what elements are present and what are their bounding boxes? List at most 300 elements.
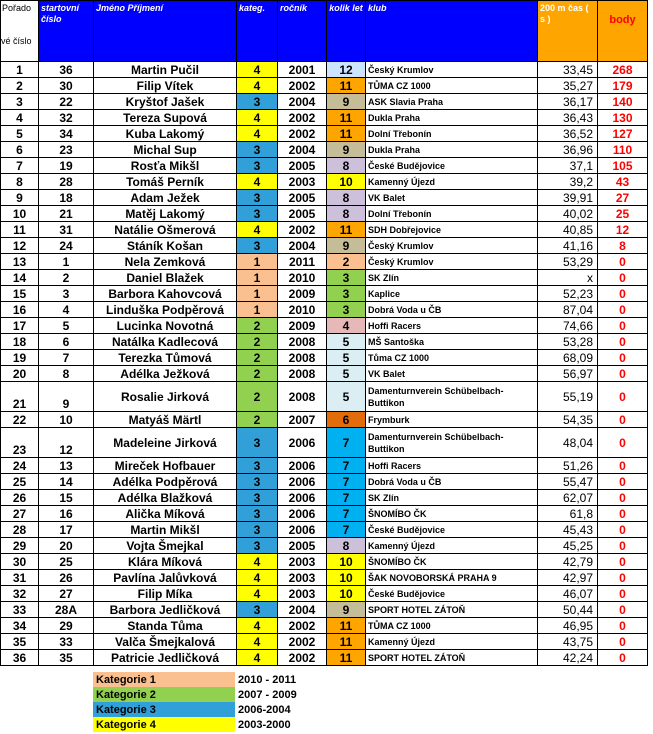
year-cell: 2002 [278,650,327,666]
category-cell: 1 [237,254,278,270]
points-cell: 0 [598,522,648,538]
club-cell: Dolní Třebonín [366,206,538,222]
category-cell: 4 [237,618,278,634]
age-cell: 11 [327,78,366,94]
category-cell: 4 [237,650,278,666]
name-cell: Adélka Podpěrová [94,474,237,490]
year-cell: 2008 [278,334,327,350]
rank-cell: 36 [1,650,39,666]
rank-cell: 3 [1,94,39,110]
points-cell: 105 [598,158,648,174]
rank-cell: 24 [1,458,39,474]
year-cell: 2006 [278,522,327,538]
year-cell: 2008 [278,350,327,366]
name-cell: Rosalie Jirková [94,382,237,412]
rank-cell: 27 [1,506,39,522]
club-cell: TŮMA CZ 1000 [366,618,538,634]
year-cell: 2002 [278,618,327,634]
name-cell: Adam Ježek [94,190,237,206]
rank-cell: 35 [1,634,39,650]
start-number-cell: 6 [39,334,94,350]
rank-cell: 16 [1,302,39,318]
time-cell: 35,27 [538,78,598,94]
table-row [1,366,648,382]
start-number-cell: 19 [39,158,94,174]
table-row [1,286,648,302]
start-number-cell: 30 [39,78,94,94]
rank-cell: 13 [1,254,39,270]
year-cell: 2002 [278,222,327,238]
rank-cell: 8 [1,174,39,190]
age-cell: 3 [327,302,366,318]
start-number-cell: 7 [39,350,94,366]
start-number-cell: 1 [39,254,94,270]
category-cell: 2 [237,412,278,428]
table-row [1,554,648,570]
table-row [1,222,648,238]
age-cell: 2 [327,254,366,270]
category-cell: 2 [237,350,278,366]
club-cell: ASK Slavia Praha [366,94,538,110]
start-number-cell: 13 [39,458,94,474]
time-cell: 68,09 [538,350,598,366]
club-cell: Kamenný Újezd [366,538,538,554]
rank-cell: 10 [1,206,39,222]
legend-row [93,687,321,702]
start-number-cell: 20 [39,538,94,554]
start-number-cell: 28A [39,602,94,618]
points-cell: 0 [598,538,648,554]
club-cell: Dolní Třebonín [366,126,538,142]
table-row [1,334,648,350]
name-cell: Adélka Ježková [94,366,237,382]
start-number-cell: 10 [39,412,94,428]
year-cell: 2003 [278,174,327,190]
year-cell: 2005 [278,538,327,554]
table-row [1,634,648,650]
category-cell: 4 [237,222,278,238]
time-cell: 39,2 [538,174,598,190]
time-cell: 46,95 [538,618,598,634]
results-body [1,62,648,666]
table-row [1,270,648,286]
year-cell: 2008 [278,366,327,382]
start-number-cell: 8 [39,366,94,382]
year-cell: 2009 [278,318,327,334]
start-number-cell: 14 [39,474,94,490]
points-cell: 268 [598,62,648,78]
legend-row [93,717,321,732]
time-cell: 52,23 [538,286,598,302]
name-cell: Kryštof Jašek [94,94,237,110]
category-cell: 3 [237,238,278,254]
club-cell: České Budějovice [366,586,538,602]
start-number-cell: 35 [39,650,94,666]
year-cell: 2005 [278,206,327,222]
start-number-cell: 3 [39,286,94,302]
year-cell: 2010 [278,302,327,318]
category-cell: 2 [237,382,278,412]
category-cell: 4 [237,126,278,142]
year-cell: 2004 [278,142,327,158]
legend-row [93,672,321,687]
table-row [1,110,648,126]
category-cell: 3 [237,428,278,458]
age-cell: 10 [327,570,366,586]
rank-cell: 21 [1,382,39,412]
time-cell: 51,26 [538,458,598,474]
table-row [1,254,648,270]
points-cell: 0 [598,318,648,334]
points-cell: 43 [598,174,648,190]
age-cell: 7 [327,490,366,506]
table-row [1,586,648,602]
category-legend [93,672,321,732]
points-cell: 130 [598,110,648,126]
club-cell: SDH Dobřejovice [366,222,538,238]
table-row [1,78,648,94]
time-cell: 36,43 [538,110,598,126]
legend-range: 2010 - 2011 [238,673,297,686]
category-cell: 3 [237,458,278,474]
age-cell: 7 [327,474,366,490]
points-cell: 0 [598,490,648,506]
table-row [1,350,648,366]
start-number-cell: 32 [39,110,94,126]
club-cell: Dukla Praha [366,142,538,158]
name-cell: Valča Šmejkalová [94,634,237,650]
time-cell: 36,17 [538,94,598,110]
points-cell: 0 [598,412,648,428]
club-cell: Kamenný Újezd [366,174,538,190]
year-cell: 2002 [278,110,327,126]
time-cell: 42,24 [538,650,598,666]
age-cell: 5 [327,350,366,366]
time-cell: 43,75 [538,634,598,650]
club-cell: Dobrá Voda u ČB [366,474,538,490]
table-row [1,206,648,222]
name-cell: Matěj Lakomý [94,206,237,222]
header-poradi-line2: vé číslo [1,36,32,46]
time-cell: 56,97 [538,366,598,382]
table-row [1,142,648,158]
start-number-cell: 24 [39,238,94,254]
rank-cell: 32 [1,586,39,602]
time-cell: x [538,270,598,286]
rank-cell: 5 [1,126,39,142]
name-cell: Kuba Lakomý [94,126,237,142]
name-cell: Tereza Supová [94,110,237,126]
category-cell: 1 [237,302,278,318]
points-cell: 0 [598,650,648,666]
category-cell: 1 [237,270,278,286]
age-cell: 8 [327,158,366,174]
start-number-cell: 26 [39,570,94,586]
time-cell: 55,47 [538,474,598,490]
start-number-cell: 28 [39,174,94,190]
age-cell: 11 [327,634,366,650]
club-cell: České Budějovice [366,522,538,538]
table-row [1,506,648,522]
age-cell: 3 [327,286,366,302]
time-cell: 33,45 [538,62,598,78]
legend-label: Kategorie 3 [93,702,235,717]
table-row [1,412,648,428]
table-row [1,126,648,142]
age-cell: 10 [327,174,366,190]
start-number-cell: 29 [39,618,94,634]
age-cell: 4 [327,318,366,334]
club-cell: SK Zlín [366,490,538,506]
year-cell: 2004 [278,238,327,254]
year-cell: 2009 [278,286,327,302]
category-cell: 2 [237,334,278,350]
age-cell: 6 [327,412,366,428]
age-cell: 5 [327,334,366,350]
year-cell: 2005 [278,158,327,174]
year-cell: 2010 [278,270,327,286]
table-row [1,522,648,538]
category-cell: 3 [237,190,278,206]
legend-range: 2006-2004 [238,703,291,716]
age-cell: 9 [327,238,366,254]
points-cell: 179 [598,78,648,94]
start-number-cell: 2 [39,270,94,286]
year-cell: 2003 [278,570,327,586]
club-cell: Frymburk [366,412,538,428]
time-cell: 53,28 [538,334,598,350]
year-cell: 2002 [278,126,327,142]
name-cell: Vojta Šmejkal [94,538,237,554]
table-row [1,62,648,78]
table-row [1,490,648,506]
rank-cell: 6 [1,142,39,158]
start-number-cell: 22 [39,94,94,110]
year-cell: 2006 [278,458,327,474]
club-cell: Kamenný Újezd [366,634,538,650]
age-cell: 9 [327,94,366,110]
name-cell: Natálie Ošmerová [94,222,237,238]
points-cell: 27 [598,190,648,206]
time-cell: 53,29 [538,254,598,270]
time-cell: 46,07 [538,586,598,602]
time-cell: 55,19 [538,382,598,412]
name-cell: Mireček Hofbauer [94,458,237,474]
start-number-cell: 17 [39,522,94,538]
name-cell: Natálka Kadlecová [94,334,237,350]
points-cell: 0 [598,570,648,586]
points-cell: 0 [598,618,648,634]
start-number-cell: 33 [39,634,94,650]
table-row [1,474,648,490]
club-cell: Hoffi Racers [366,318,538,334]
club-cell: VK Balet [366,190,538,206]
start-number-cell: 25 [39,554,94,570]
year-cell: 2008 [278,382,327,412]
time-cell: 61,8 [538,506,598,522]
rank-cell: 25 [1,474,39,490]
table-row [1,238,648,254]
header-poradi [1,1,39,62]
legend-range: 2007 - 2009 [238,688,297,701]
time-cell: 74,66 [538,318,598,334]
rank-cell: 18 [1,334,39,350]
table-row [1,318,648,334]
start-number-cell: 16 [39,506,94,522]
time-cell: 36,52 [538,126,598,142]
age-cell: 3 [327,270,366,286]
name-cell: Michal Sup [94,142,237,158]
year-cell: 2004 [278,602,327,618]
name-cell: Filip Vítek [94,78,237,94]
points-cell: 12 [598,222,648,238]
header-body: body [598,1,648,62]
category-cell: 4 [237,570,278,586]
year-cell: 2006 [278,428,327,458]
time-cell: 50,44 [538,602,598,618]
category-cell: 4 [237,586,278,602]
age-cell: 11 [327,126,366,142]
legend-row [93,702,321,717]
club-cell: ŠNOMÍBO ČK [366,554,538,570]
time-cell: 36,96 [538,142,598,158]
age-cell: 8 [327,206,366,222]
points-cell: 127 [598,126,648,142]
time-cell: 87,04 [538,302,598,318]
start-number-cell: 18 [39,190,94,206]
year-cell: 2003 [278,554,327,570]
year-cell: 2005 [278,190,327,206]
age-cell: 9 [327,602,366,618]
rank-cell: 1 [1,62,39,78]
category-cell: 3 [237,474,278,490]
category-cell: 4 [237,62,278,78]
category-cell: 3 [237,490,278,506]
table-row [1,190,648,206]
start-number-cell: 5 [39,318,94,334]
name-cell: Filip Míka [94,586,237,602]
rank-cell: 17 [1,318,39,334]
rank-cell: 20 [1,366,39,382]
club-cell: Český Krumlov [366,254,538,270]
start-number-cell: 12 [39,428,94,458]
club-cell: Hoffi Racers [366,458,538,474]
year-cell: 2006 [278,474,327,490]
start-number-cell: 34 [39,126,94,142]
club-cell: ŠNOMÍBO ČK [366,506,538,522]
table-row [1,618,648,634]
points-cell: 0 [598,270,648,286]
legend-label: Kategorie 2 [93,687,235,702]
points-cell: 0 [598,474,648,490]
points-cell: 25 [598,206,648,222]
points-cell: 0 [598,382,648,412]
age-cell: 10 [327,586,366,602]
table-row [1,94,648,110]
club-cell: Damenturnverein Schübelbach-Buttikon [366,428,538,458]
name-cell: Terezka Tůmová [94,350,237,366]
rank-cell: 15 [1,286,39,302]
table-row [1,428,648,458]
header-kateg: kateg. [237,1,278,62]
year-cell: 2003 [278,586,327,602]
points-cell: 0 [598,350,648,366]
name-cell: Stáník Košan [94,238,237,254]
age-cell: 7 [327,522,366,538]
category-cell: 3 [237,206,278,222]
name-cell: Klára Míková [94,554,237,570]
year-cell: 2002 [278,634,327,650]
age-cell: 11 [327,618,366,634]
rank-cell: 14 [1,270,39,286]
header-klub: klub [366,1,538,62]
time-cell: 39,91 [538,190,598,206]
table-row [1,302,648,318]
table-row [1,602,648,618]
year-cell: 2004 [278,94,327,110]
year-cell: 2001 [278,62,327,78]
category-cell: 3 [237,602,278,618]
category-cell: 3 [237,506,278,522]
name-cell: Tomáš Perník [94,174,237,190]
club-cell: SPORT HOTEL ZÁTOŇ [366,602,538,618]
category-cell: 3 [237,522,278,538]
rank-cell: 2 [1,78,39,94]
age-cell: 10 [327,554,366,570]
age-cell: 12 [327,62,366,78]
name-cell: Patricie Jedličková [94,650,237,666]
points-cell: 0 [598,428,648,458]
time-cell: 40,85 [538,222,598,238]
category-cell: 4 [237,554,278,570]
age-cell: 11 [327,650,366,666]
points-cell: 0 [598,286,648,302]
age-cell: 7 [327,506,366,522]
time-cell: 41,16 [538,238,598,254]
points-cell: 110 [598,142,648,158]
name-cell: Madeleine Jirková [94,428,237,458]
name-cell: Rosťa Mikšl [94,158,237,174]
age-cell: 9 [327,142,366,158]
legend-body [93,672,321,732]
year-cell: 2007 [278,412,327,428]
table-row [1,174,648,190]
time-cell: 42,79 [538,554,598,570]
category-cell: 3 [237,158,278,174]
points-cell: 0 [598,334,648,350]
header-poradi-line1: Pořado [2,3,32,13]
rank-cell: 31 [1,570,39,586]
start-number-cell: 15 [39,490,94,506]
club-cell: Tůma CZ 1000 [366,350,538,366]
name-cell: Martin Pučil [94,62,237,78]
age-cell: 7 [327,428,366,458]
points-cell: 0 [598,586,648,602]
year-cell: 2006 [278,490,327,506]
name-cell: Barbora Kahovcová [94,286,237,302]
time-cell: 45,25 [538,538,598,554]
header-kolik: kolik let [327,1,366,62]
category-cell: 1 [237,286,278,302]
rank-cell: 23 [1,428,39,458]
age-cell: 8 [327,190,366,206]
age-cell: 8 [327,538,366,554]
points-cell: 0 [598,366,648,382]
rank-cell: 30 [1,554,39,570]
time-cell: 48,04 [538,428,598,458]
name-cell: Daniel Blažek [94,270,237,286]
table-row [1,158,648,174]
